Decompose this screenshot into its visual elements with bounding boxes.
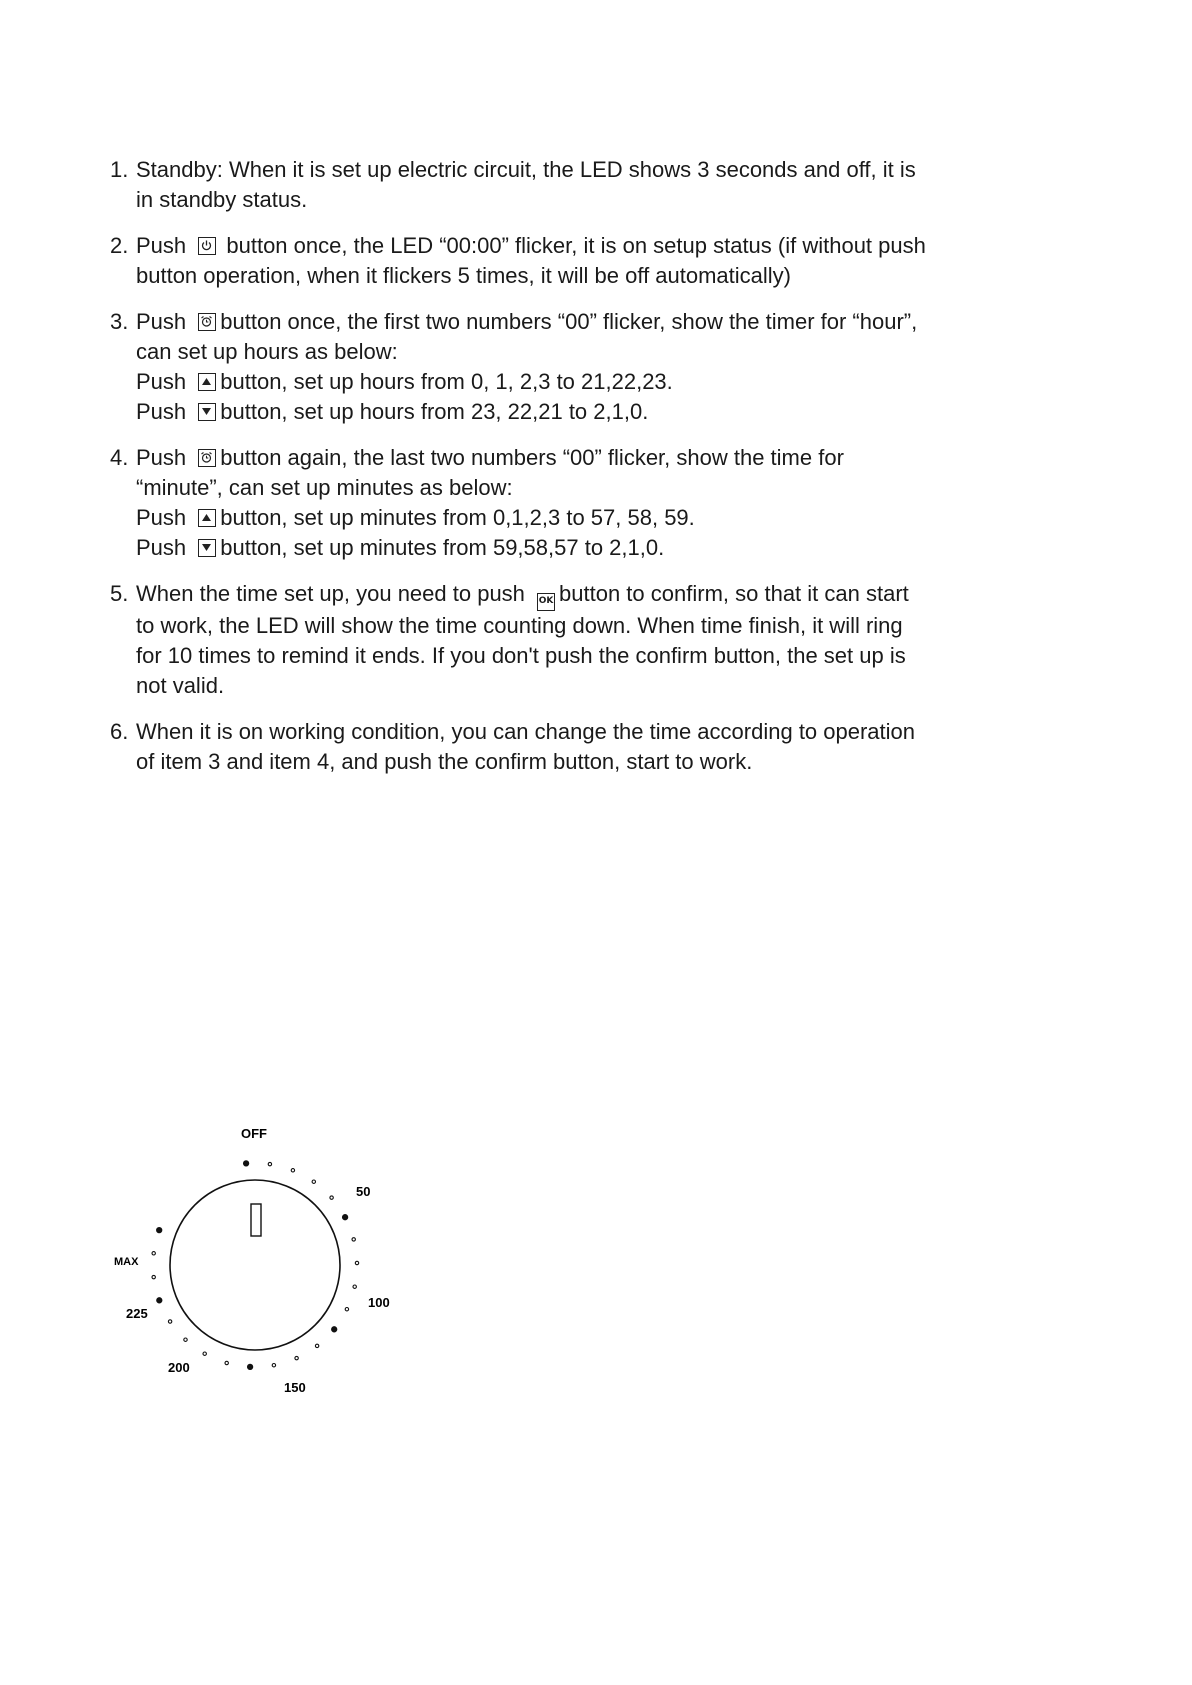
dial-label-225: 225 bbox=[126, 1306, 148, 1321]
instruction-text: not valid. bbox=[136, 673, 225, 698]
dial-tick-dot bbox=[295, 1356, 298, 1359]
alarm-clock-icon bbox=[198, 313, 216, 331]
instruction-number: 5. bbox=[110, 581, 129, 606]
instruction-text: Push bbox=[136, 369, 193, 394]
instruction-number: 4. bbox=[110, 445, 129, 470]
instruction-text: button, set up minutes from 0,1,2,3 to 57, 58, 59. bbox=[220, 505, 695, 530]
instruction-line bbox=[136, 473, 1110, 503]
dial-tick-dots bbox=[152, 1161, 359, 1370]
instruction-text: button, set up hours from 0, 1, 2,3 to 21,22,23. bbox=[220, 369, 673, 394]
instruction-line bbox=[136, 367, 1110, 397]
dial-label-50: 50 bbox=[356, 1184, 371, 1199]
dial-pointer bbox=[251, 1204, 261, 1236]
instruction-number: 2. bbox=[110, 233, 129, 258]
instruction-text: Push bbox=[136, 309, 193, 334]
instruction-item bbox=[110, 307, 1110, 427]
instruction-text: When it is on working condition, you can change the time according to operation bbox=[136, 719, 916, 744]
instruction-text: Push bbox=[136, 535, 193, 560]
instruction-number: 1. bbox=[110, 157, 129, 182]
dial-tick-dot bbox=[248, 1364, 253, 1369]
instruction-line bbox=[136, 337, 1110, 367]
dial-label-max: MAX bbox=[114, 1256, 139, 1268]
up-arrow-icon bbox=[198, 373, 216, 391]
power-icon bbox=[198, 237, 216, 255]
dial-tick-dot bbox=[268, 1162, 271, 1165]
dial-tick-dot bbox=[352, 1238, 355, 1241]
instruction-number: 3. bbox=[110, 309, 129, 334]
dial-tick-dot bbox=[157, 1298, 162, 1303]
instruction-line bbox=[136, 671, 1110, 701]
instruction-item bbox=[110, 155, 1110, 215]
instruction-text: button once, the first two numbers “00” flicker, show the timer for “hour”, bbox=[220, 309, 918, 334]
instruction-number: 6. bbox=[110, 719, 129, 744]
instruction-text: button once, the LED “00:00” flicker, it is on setup status (if without push bbox=[220, 233, 926, 258]
dial-tick-dot bbox=[225, 1361, 228, 1364]
dial-tick-dot bbox=[345, 1308, 348, 1311]
dial-label-off: OFF bbox=[241, 1126, 267, 1141]
instruction-item bbox=[110, 717, 1110, 777]
down-arrow-icon bbox=[198, 403, 216, 421]
dial-tick-dot bbox=[332, 1327, 337, 1332]
up-arrow-icon bbox=[198, 509, 216, 527]
instruction-list bbox=[110, 155, 1110, 793]
dial-knob-circle bbox=[170, 1180, 340, 1350]
instruction-item bbox=[110, 231, 1110, 291]
instruction-line bbox=[136, 155, 1110, 185]
dial-tick-dot bbox=[343, 1215, 348, 1220]
dial-tick-dot bbox=[291, 1169, 294, 1172]
instruction-text: button operation, when it flickers 5 times, it will be off automatically) bbox=[136, 263, 792, 288]
instruction-text: in standby status. bbox=[136, 187, 308, 212]
dial-tick-dot bbox=[184, 1338, 187, 1341]
instruction-line bbox=[136, 533, 1110, 563]
instruction-text: button, set up minutes from 59,58,57 to 2,1,0. bbox=[220, 535, 665, 560]
instruction-text: “minute”, can set up minutes as below: bbox=[136, 475, 513, 500]
dial-tick-dot bbox=[330, 1196, 333, 1199]
instruction-line bbox=[136, 261, 1110, 291]
dial-tick-dot bbox=[203, 1352, 206, 1355]
temperature-dial-diagram bbox=[100, 1120, 420, 1400]
dial-tick-dot bbox=[168, 1320, 171, 1323]
instruction-item bbox=[110, 443, 1110, 563]
instruction-text: button to confirm, so that it can start bbox=[559, 581, 909, 606]
instruction-text: button again, the last two numbers “00” flicker, show the time for bbox=[220, 445, 844, 470]
dial-tick-dot bbox=[312, 1180, 315, 1183]
instruction-text: When the time set up, you need to push bbox=[136, 581, 532, 606]
dial-tick-dot bbox=[272, 1364, 275, 1367]
dial-label-200: 200 bbox=[168, 1360, 190, 1375]
instruction-line bbox=[136, 443, 1110, 473]
instruction-line bbox=[136, 231, 1110, 261]
instruction-text: Push bbox=[136, 505, 193, 530]
dial-tick-dot bbox=[315, 1344, 318, 1347]
instruction-line bbox=[136, 397, 1110, 427]
dial-tick-dot bbox=[244, 1161, 249, 1166]
instruction-line bbox=[136, 611, 1110, 641]
down-arrow-icon bbox=[198, 539, 216, 557]
instruction-line bbox=[136, 579, 1110, 611]
instruction-line bbox=[136, 717, 1110, 747]
instruction-text: Standby: When it is set up electric circuit, the LED shows 3 seconds and off, it is bbox=[136, 157, 916, 182]
instruction-text: of item 3 and item 4, and push the confirm button, start to work. bbox=[136, 749, 753, 774]
dial-tick-dot bbox=[152, 1275, 155, 1278]
dial-tick-dot bbox=[355, 1261, 358, 1264]
instruction-text: Push bbox=[136, 233, 193, 258]
instruction-item bbox=[110, 579, 1110, 701]
instruction-line bbox=[136, 185, 1110, 215]
instruction-line bbox=[136, 747, 1110, 777]
instruction-text: can set up hours as below: bbox=[136, 339, 398, 364]
instruction-text: button, set up hours from 23, 22,21 to 2,1,0. bbox=[220, 399, 649, 424]
ok-icon: OK bbox=[537, 593, 555, 611]
instruction-text: for 10 times to remind it ends. If you don't push the confirm button, the set up is bbox=[136, 643, 906, 668]
instruction-text: Push bbox=[136, 399, 193, 424]
instruction-text: Push bbox=[136, 445, 193, 470]
dial-tick-dot bbox=[353, 1285, 356, 1288]
instruction-line bbox=[136, 307, 1110, 337]
instruction-text: to work, the LED will show the time counting down. When time finish, it will ring bbox=[136, 613, 903, 638]
dial-svg bbox=[100, 1120, 420, 1400]
dial-label-100: 100 bbox=[368, 1295, 390, 1310]
alarm-clock-icon bbox=[198, 449, 216, 467]
dial-tick-dot bbox=[152, 1252, 155, 1255]
dial-tick-dot bbox=[157, 1228, 162, 1233]
dial-label-150: 150 bbox=[284, 1380, 306, 1395]
instruction-line bbox=[136, 641, 1110, 671]
instruction-line bbox=[136, 503, 1110, 533]
